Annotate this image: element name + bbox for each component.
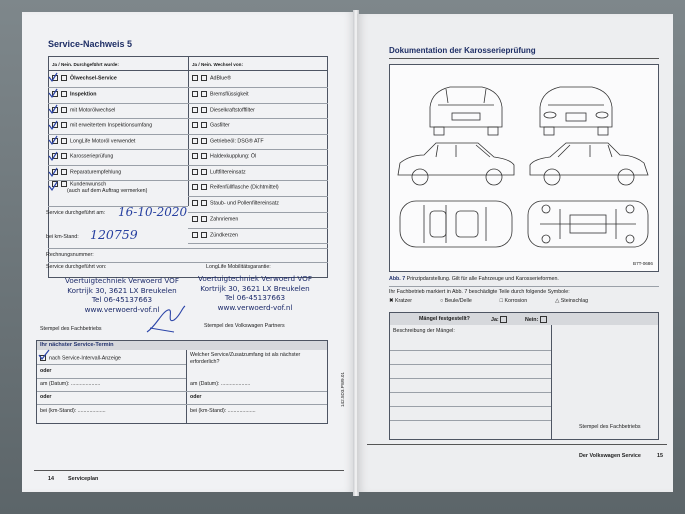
- list-item: Bremsflüssigkeit: [192, 91, 249, 98]
- no-label: Nein:: [525, 316, 550, 323]
- stamp-label-left: Stempel des Fachbetriebs: [40, 326, 102, 332]
- page-title: Dokumentation der Karosserieprüfung: [389, 46, 536, 55]
- list-item: Dieselkraftstofffilter: [192, 107, 255, 114]
- list-item: Ölwechsel-Service: [52, 75, 117, 82]
- list-item: Zündkerzen: [192, 232, 238, 239]
- invoice-label: Rechnungsnummer:: [46, 252, 94, 258]
- legend-corrosion: □ Korrosion: [499, 298, 528, 304]
- page-number: 14: [48, 476, 54, 482]
- check-mark: [38, 349, 50, 361]
- list-item: Zahnriemen: [192, 216, 238, 223]
- right-page: [357, 14, 673, 492]
- workshop-stamp-right: Voertuigtechniek Verwoerd VOF Kortrijk 30, 3621 LX Breukelen Tel 06-45137663 www.verwoerd-vof.nl: [198, 274, 312, 312]
- next-service-left: nach Service-Intervall-Anzeige: [40, 355, 121, 362]
- side-code: 142.5D3.PW9.01: [340, 372, 345, 407]
- stamp-label-right: Stempel des Volkswagen Partners: [204, 323, 285, 329]
- list-item: Reifenfüllflasche (Dichtmittel): [192, 184, 279, 191]
- km-field: bei (km-Stand): ...................: [40, 408, 106, 414]
- next-service-title: Ihr nächster Service-Termin: [40, 342, 114, 348]
- list-item: AdBlue®: [192, 75, 231, 82]
- page-title: Service-Nachweis 5: [48, 39, 133, 49]
- longlife-label: LongLife Mobilitätsgarantie:: [206, 264, 271, 270]
- or-label: oder: [40, 394, 52, 400]
- col-right-header: Ja / Nein. Wechsel von:: [192, 62, 243, 67]
- legend-dent: ○ Beule/Delle: [440, 298, 472, 304]
- or-label: oder: [190, 394, 202, 400]
- stamp-label: Stempel des Fachbetriebs: [579, 424, 641, 430]
- next-service-question: Welcher Service/Zusatzumfang ist als nächster erforderlich?: [190, 352, 301, 365]
- date-field: am (Datum): ....................: [40, 381, 101, 387]
- date-field: am (Datum): ....................: [190, 381, 251, 387]
- footer-label: Serviceplan: [68, 476, 99, 482]
- list-item: Kundenwunsch (auch auf dem Auftrag vermerken): [52, 181, 147, 194]
- figure-caption: Abb. 7 Prinzipdarstellung. Gilt für alle Fahrzeuge und Karosserieformen.: [389, 276, 559, 282]
- list-item: mit erweitertem Inspektionsumfang: [52, 122, 152, 129]
- list-item: mit Motorölwechsel: [52, 107, 115, 114]
- list-item: Luftfiltereinsatz: [192, 169, 246, 176]
- defects-label: Mängel festgestellt?: [419, 316, 470, 322]
- km-label: bei km-Stand:: [46, 234, 79, 240]
- signature: [144, 302, 188, 338]
- km-field: bei (km-Stand): ...................: [190, 408, 256, 414]
- list-item: Staub- und Pollenfiltereinsatz: [192, 200, 279, 207]
- list-item: Getriebeöl: DSG® ATF: [192, 138, 264, 145]
- performed-by-label: Service durchgeführt von:: [46, 264, 107, 270]
- instruction-text: Ihr Fachbetrieb markiert in Abb. 7 beschädigte Teile durch folgende Symbole:: [389, 289, 570, 295]
- service-date-value: 16-10-2020: [118, 205, 188, 219]
- legend-scratch: ✖ Kratzer: [389, 298, 413, 304]
- description-label: Beschreibung der Mängel:: [393, 328, 455, 334]
- list-item: Inspektion: [52, 91, 97, 98]
- figure-code: B7T-0686: [633, 261, 653, 266]
- list-item: Reparaturempfehlung: [52, 169, 121, 176]
- page-number: 15: [657, 453, 663, 459]
- workshop-stamp-left: Voertuigtechniek Verwoerd VOF Kortrijk 30, 3621 LX Breukelen Tel 06-45137663 www.verwoerd-vof.nl: [65, 276, 179, 314]
- list-item: Gasfilter: [192, 122, 230, 129]
- yes-label: Ja:: [491, 316, 510, 323]
- legend-stone-chip: △ Steinschlag: [555, 298, 589, 304]
- col-left-header: Ja / Nein. Durchgeführt wurde:: [52, 62, 119, 67]
- checkmark-marks: [46, 72, 60, 194]
- or-label: oder: [40, 368, 52, 374]
- list-item: Haldexkupplung: Öl: [192, 153, 256, 160]
- service-date-label: Service durchgeführt am:: [46, 210, 106, 216]
- left-page: [22, 12, 355, 492]
- vehicle-diagram: [389, 64, 659, 272]
- footer-label: Der Volkswagen Service: [579, 453, 641, 459]
- list-item: LongLife Motoröl verwendet: [52, 138, 135, 145]
- symbol-legend: [389, 298, 659, 305]
- car-outline-icon: [390, 65, 658, 271]
- km-value: 120759: [90, 227, 138, 242]
- table-divider: [188, 56, 189, 206]
- list-item: Karosserieprüfung: [52, 153, 113, 160]
